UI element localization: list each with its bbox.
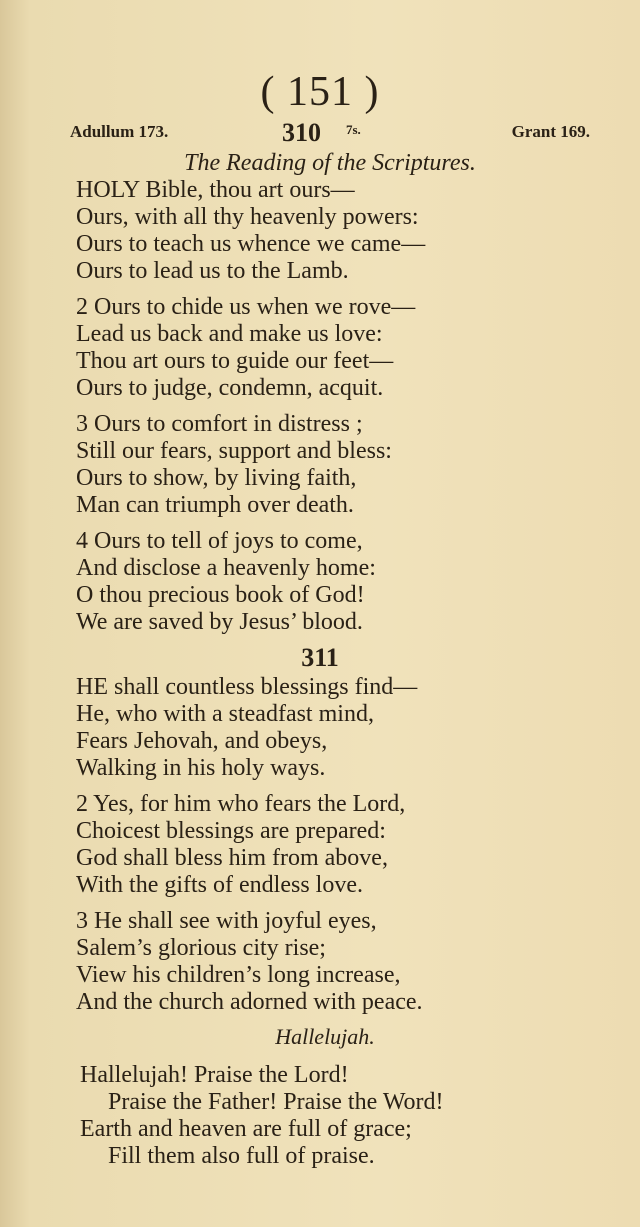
meter: 7s.	[346, 122, 361, 137]
verse-line: Walking in his holy ways.	[76, 755, 326, 781]
verse-line: View his children’s long increase,	[76, 962, 401, 988]
verse-line: God shall bless him from above,	[76, 845, 388, 871]
verse-line: Ours to show, by living faith,	[76, 465, 357, 491]
verse-line: 2 Ours to chide us when we rove—	[76, 294, 416, 320]
verse-line: 3 He shall see with joyful eyes,	[76, 908, 377, 934]
stanza	[76, 791, 423, 899]
hallelujah-title: Hallelujah.	[275, 1024, 375, 1049]
verse-line: Fears Jehovah, and obeys,	[76, 728, 328, 754]
verse-line: Man can triumph over death.	[76, 492, 354, 518]
verse-line: And disclose a heavenly home:	[76, 555, 376, 581]
tune-left: Adullum 173.	[70, 122, 169, 141]
hymn-title: The Reading of the Scriptures.	[184, 150, 476, 176]
stanza	[76, 674, 423, 782]
verse-line: Salem’s glorious city rise;	[76, 935, 326, 961]
stanza	[76, 528, 425, 636]
hymn-311-text	[76, 674, 423, 1025]
verse-line: Still our fears, support and bless:	[76, 438, 392, 464]
verse-line: 4 Ours to tell of joys to come,	[76, 528, 363, 554]
verse-line: Choicest blessings are prepared:	[76, 818, 386, 844]
verse-line: HE shall countless blessings find—	[76, 674, 418, 700]
verse-line: Earth and heaven are full of grace;	[80, 1116, 412, 1142]
verse-line: Lead us back and make us love:	[76, 321, 383, 347]
stanza	[76, 294, 425, 402]
verse-line: Ours to teach us whence we came—	[76, 231, 426, 257]
verse-line: Ours to judge, condemn, acquit.	[76, 375, 384, 401]
hymn-310-text	[76, 177, 425, 645]
verse-line: 3 Ours to comfort in distress ;	[76, 411, 363, 437]
verse-line: O thou precious book of God!	[76, 582, 365, 608]
verse-line: Thou art ours to guide our feet—	[76, 348, 394, 374]
verse-line: HOLY Bible, thou art ours—	[76, 177, 355, 203]
hymn-number-311: 311	[301, 643, 339, 672]
verse-line: He, who with a steadfast mind,	[76, 701, 374, 727]
hallelujah-text	[80, 1062, 444, 1179]
stanza	[76, 411, 425, 519]
verse-line: And the church adorned with peace.	[76, 989, 423, 1015]
verse-line: Fill them also full of praise.	[108, 1143, 375, 1169]
hymn-310-header	[70, 118, 590, 148]
verse-line: Praise the Father! Praise the Word!	[108, 1089, 444, 1115]
verse-line: Hallelujah! Praise the Lord!	[80, 1062, 349, 1088]
stanza	[80, 1062, 444, 1170]
verse-line: Ours to lead us to the Lamb.	[76, 258, 349, 284]
stanza	[76, 177, 425, 285]
verse-line: With the gifts of endless love.	[76, 872, 363, 898]
verse-line: 2 Yes, for him who fears the Lord,	[76, 791, 406, 817]
page-number: ( 151 )	[260, 69, 380, 115]
verse-line: Ours, with all thy heavenly powers:	[76, 204, 419, 230]
tune-right: Grant 169.	[511, 122, 590, 141]
hymn-number: 310	[282, 118, 321, 147]
verse-line: We are saved by Jesus’ blood.	[76, 609, 363, 635]
stanza	[76, 908, 423, 1016]
